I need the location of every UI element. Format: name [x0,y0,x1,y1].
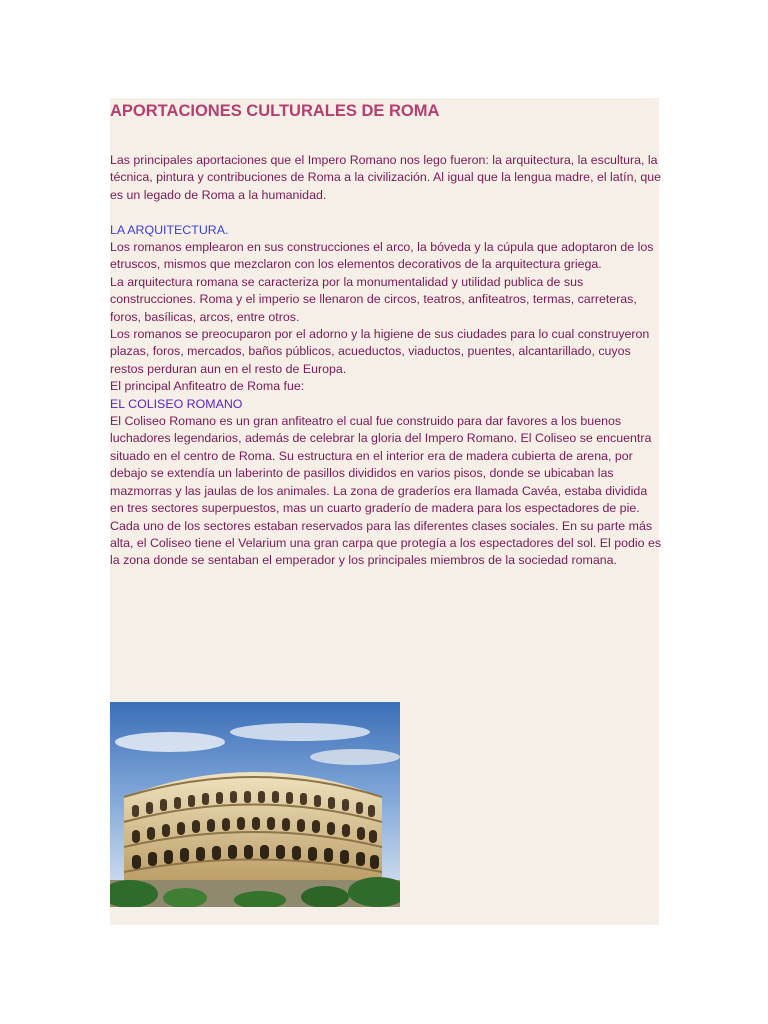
section-heading-arquitectura: LA ARQUITECTURA. [110,222,229,237]
colosseum-image [110,702,400,907]
document-content [110,100,662,570]
arquitectura-paragraph-4: El principal Anfiteatro de Roma fue: [110,379,305,394]
arquitectura-paragraph-1: Los romanos emplearon en sus construcciones el arco, la bóveda y la cúpula que adoptaron de los etruscos, mismos que mezclaron con los elementos decorativos de la arquitectura griega. [110,240,654,272]
intro-paragraph: Las principales aportaciones que el Impero Romano nos lego fueron: la arquitectura, la escultura, la técnica, pintura y contribuciones de Roma a la civilización. Al igual que la lengua madre, el latín, que es un legado de Roma a la humanidad. [110,153,662,202]
colosseum-illustration [110,702,400,907]
coliseo-paragraph: El Coliseo Romano es un gran anfiteatro el cual fue construido para dar favores a los buenos luchadores legendarios, además de celebrar la gloria del Impero Romano. El Coliseo se encuentra situado en el centro de Roma. Su estructura en el interior era de madera cubierta de arena, por debajo se extendía un laberinto de pasillos divididos en varios pisos, donde se ubicaban las mazmorras y las jaulas de los animales. La zona de graderíos era llamada Cavéa, estaba dividida en tres sectores superpuestos, mas un cuarto graderío de madera para los espectadores de pie. Cada uno de los sectores estaban reservados para las diferentes clases sociales. En su parte más alta, el Coliseo tiene el Velarium una gran carpa que protegía a los espectadores del sol. El podio es la zona donde se sentaban el emperador y los principales miembros de la sociedad romana. [110,414,662,568]
section-heading-coliseo: EL COLISEO ROMANO [110,396,243,411]
arquitectura-paragraph-2: La arquitectura romana se caracteriza por la monumentalidad y utilidad publica de sus construcciones. Roma y el imperio se llenaron de circos, teatros, anfiteatros, termas, carreteras, foros, basílicas, arcos, entre otros. [110,274,637,324]
document-title: APORTACIONES CULTURALES DE ROMA [110,102,440,120]
arquitectura-paragraph-3: Los romanos se preocuparon por el adorno y la higiene de sus ciudades para lo cual construyeron plazas, foros, mercados, baños públicos, acueductos, viaductos, puentes, alcantarillado, cuyos restos perduran aun en el resto de Europa. [110,327,650,376]
